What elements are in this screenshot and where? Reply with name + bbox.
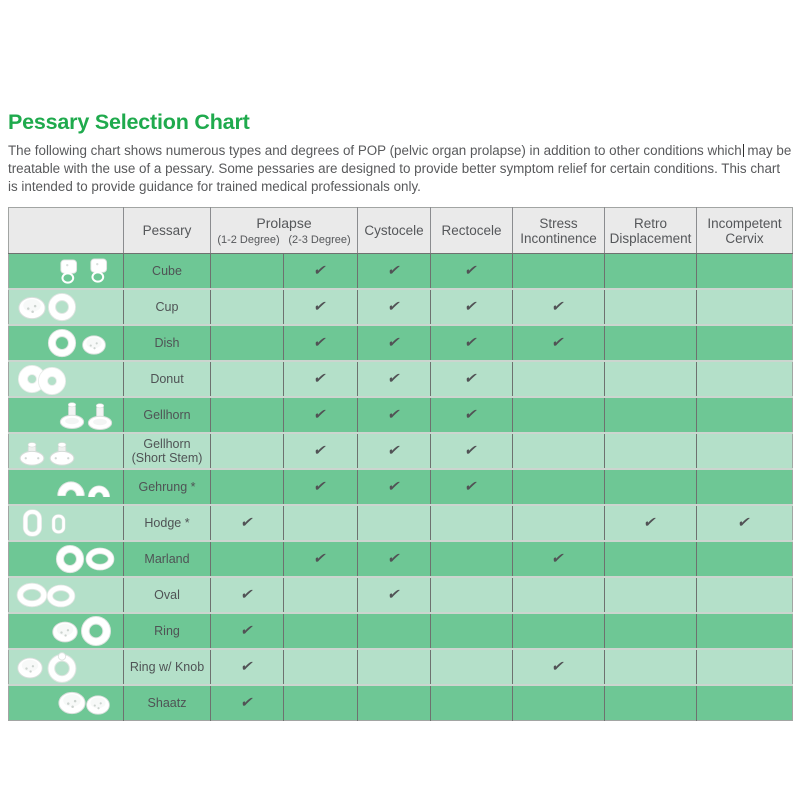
pessary-image-cell [9, 469, 124, 505]
pessary-name: Shaatz [124, 685, 211, 721]
check-cell [284, 649, 358, 685]
check-cell: ✔ [211, 685, 284, 721]
check-cell: ✔ [211, 649, 284, 685]
check-cell [513, 397, 605, 433]
check-cell [697, 469, 793, 505]
check-cell [211, 361, 284, 397]
page-title: Pessary Selection Chart [8, 110, 250, 134]
check-cell: ✔ [358, 289, 431, 325]
check-cell: ✔ [358, 469, 431, 505]
header-stress-incontinence: Stress Incontinence [513, 208, 605, 254]
check-cell: ✔ [358, 254, 431, 290]
oval-pessary-image [15, 578, 107, 612]
check-cell: ✔ [358, 577, 431, 613]
pessary-image-cell [9, 613, 124, 649]
check-cell: ✔ [358, 397, 431, 433]
check-cell [431, 541, 513, 577]
check-cell [697, 254, 793, 290]
gellhorn-short-stem-pessary-image [15, 434, 107, 468]
intro-text-before-cursor: The following chart shows numerous types and degrees of POP (pelvic organ prolapse) in addition to other conditions which [8, 143, 742, 158]
check-cell [697, 433, 793, 469]
check-cell: ✔ [284, 541, 358, 577]
header-prolapse-label: Prolapse [256, 214, 312, 231]
check-cell [513, 577, 605, 613]
check-cell: ✔ [431, 325, 513, 361]
check-cell [513, 469, 605, 505]
table-row-oval [9, 577, 793, 613]
pessary-name: Gellhorn (Short Stem) [124, 433, 211, 469]
pessary-image-cell [9, 433, 124, 469]
check-cell [697, 289, 793, 325]
check-cell: ✔ [284, 397, 358, 433]
check-cell [284, 685, 358, 721]
check-cell [358, 505, 431, 541]
donut-pessary-image [15, 362, 107, 396]
check-cell [431, 649, 513, 685]
check-cell: ✔ [211, 577, 284, 613]
pessary-name: Ring w/ Knob [124, 649, 211, 685]
check-cell [358, 613, 431, 649]
check-cell: ✔ [697, 505, 793, 541]
check-cell [358, 685, 431, 721]
check-cell [513, 685, 605, 721]
check-cell: ✔ [284, 361, 358, 397]
check-cell: ✔ [358, 361, 431, 397]
check-cell [431, 577, 513, 613]
shaatz-pessary-image [25, 686, 117, 720]
pessary-selection-table [8, 207, 793, 721]
check-cell [697, 541, 793, 577]
pessary-name: Oval [124, 577, 211, 613]
check-cell [284, 577, 358, 613]
check-cell: ✔ [431, 397, 513, 433]
pessary-name: Marland [124, 541, 211, 577]
check-cell [697, 361, 793, 397]
check-cell [697, 685, 793, 721]
pessary-name: Gellhorn [124, 397, 211, 433]
table-row-hodge [9, 505, 793, 541]
check-cell: ✔ [513, 649, 605, 685]
cup-pessary-image [15, 290, 107, 324]
check-cell: ✔ [284, 254, 358, 290]
table-row-dish [9, 325, 793, 361]
check-cell: ✔ [284, 289, 358, 325]
header-prolapse [211, 208, 358, 254]
table-row-gellhorn-short-stem [9, 433, 793, 469]
check-cell: ✔ [605, 505, 697, 541]
check-cell [605, 325, 697, 361]
check-cell [211, 254, 284, 290]
hodge-pessary-image [15, 506, 107, 540]
table-row-shaatz [9, 685, 793, 721]
table-row-gehrung [9, 469, 793, 505]
marland-pessary-image [25, 542, 117, 576]
check-cell: ✔ [431, 254, 513, 290]
ring-pessary-image [25, 614, 117, 648]
header-retro-displacement: Retro Displacement [605, 208, 697, 254]
dish-pessary-image [25, 326, 117, 360]
check-cell [605, 649, 697, 685]
check-cell [697, 577, 793, 613]
check-cell [513, 505, 605, 541]
ring-with-knob-pessary-image [15, 650, 107, 684]
check-cell [697, 649, 793, 685]
check-cell [605, 361, 697, 397]
pessary-image-cell [9, 254, 124, 290]
header-rectocele: Rectocele [431, 208, 513, 254]
pessary-name: Ring [124, 613, 211, 649]
check-cell [211, 397, 284, 433]
pessary-image-cell [9, 361, 124, 397]
check-cell [431, 505, 513, 541]
check-cell [605, 433, 697, 469]
check-cell: ✔ [211, 613, 284, 649]
check-cell [605, 613, 697, 649]
header-image-column [9, 208, 124, 254]
check-cell [431, 685, 513, 721]
check-cell [284, 505, 358, 541]
pessary-image-cell [9, 685, 124, 721]
check-cell [605, 469, 697, 505]
check-cell [358, 649, 431, 685]
check-cell: ✔ [431, 433, 513, 469]
check-cell [513, 361, 605, 397]
table-row-ring-with-knob [9, 649, 793, 685]
pessary-name: Hodge * [124, 505, 211, 541]
pessary-image-cell [9, 325, 124, 361]
check-cell [605, 685, 697, 721]
check-cell [211, 433, 284, 469]
check-cell: ✔ [284, 469, 358, 505]
pessary-name: Dish [124, 325, 211, 361]
check-cell: ✔ [358, 325, 431, 361]
table-row-marland [9, 541, 793, 577]
check-cell [605, 541, 697, 577]
pessary-image-cell [9, 577, 124, 613]
pessary-image-cell [9, 289, 124, 325]
check-cell: ✔ [431, 361, 513, 397]
check-cell: ✔ [284, 433, 358, 469]
pessary-name: Cup [124, 289, 211, 325]
header-row [9, 208, 793, 254]
gellhorn-pessary-image [25, 398, 117, 432]
pessary-image-cell [9, 541, 124, 577]
pessary-image-cell [9, 505, 124, 541]
check-cell [605, 289, 697, 325]
check-cell [211, 469, 284, 505]
pessary-name: Cube [124, 254, 211, 290]
intro-text [8, 142, 792, 195]
cube-pessary-image [25, 254, 117, 288]
table-row-cube [9, 254, 793, 290]
gehrung-pessary-image [25, 470, 117, 504]
table-row-cup [9, 289, 793, 325]
header-pessary: Pessary [124, 208, 211, 254]
header-incompetent-cervix: Incompetent Cervix [697, 208, 793, 254]
header-prolapse-degree-2-3: (2-3 Degree) [288, 233, 351, 246]
check-cell [697, 397, 793, 433]
table-row-donut [9, 361, 793, 397]
pessary-name: Gehrung * [124, 469, 211, 505]
check-cell [697, 325, 793, 361]
header-cystocele: Cystocele [358, 208, 431, 254]
intro-text-after-cursor: may be treatable with the use of a pessary. Some pessaries are designed to provide better symptom relief for certain conditions. This chart is intended to provide guidance for trained medical professionals only. [8, 143, 792, 194]
check-cell [284, 613, 358, 649]
pessary-name: Donut [124, 361, 211, 397]
check-cell [605, 577, 697, 613]
check-cell: ✔ [358, 433, 431, 469]
check-cell: ✔ [513, 289, 605, 325]
check-cell [211, 541, 284, 577]
check-cell [513, 254, 605, 290]
check-cell [605, 397, 697, 433]
check-cell: ✔ [431, 469, 513, 505]
check-cell: ✔ [211, 505, 284, 541]
pessary-image-cell [9, 397, 124, 433]
check-cell [513, 433, 605, 469]
header-prolapse-degree-1-2: (1-2 Degree) [217, 233, 280, 246]
table-row-gellhorn [9, 397, 793, 433]
check-cell [211, 289, 284, 325]
check-cell [697, 613, 793, 649]
check-cell: ✔ [358, 541, 431, 577]
check-cell: ✔ [513, 325, 605, 361]
check-cell [431, 613, 513, 649]
pessary-image-cell [9, 649, 124, 685]
check-cell [513, 613, 605, 649]
check-cell [211, 325, 284, 361]
check-cell: ✔ [284, 325, 358, 361]
check-cell [605, 254, 697, 290]
check-cell: ✔ [431, 289, 513, 325]
check-cell: ✔ [513, 541, 605, 577]
table-row-ring [9, 613, 793, 649]
